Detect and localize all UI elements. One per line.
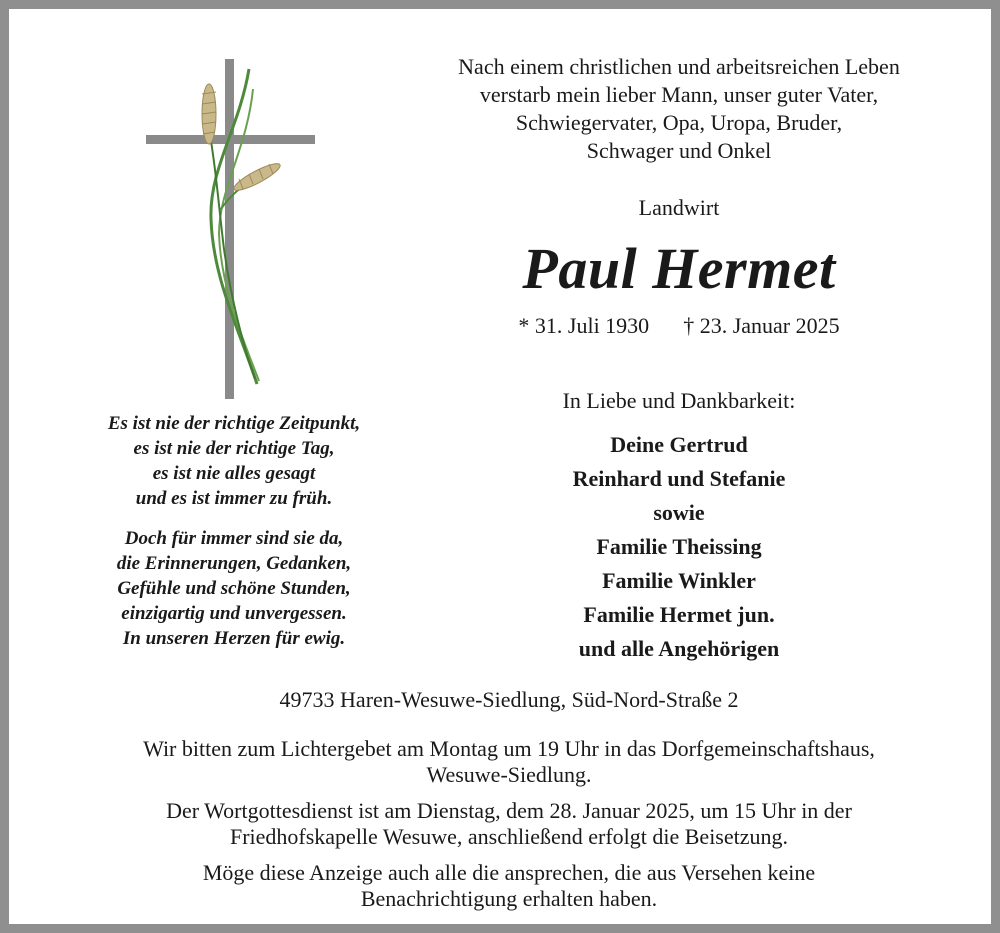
poem-line: es ist nie alles gesagt <box>152 463 316 484</box>
life-dates <box>409 313 949 339</box>
poem-line: es ist nie der richtige Tag, <box>133 438 335 459</box>
poem-stanza-2 <box>69 526 399 651</box>
poem-stanza-1 <box>69 411 399 511</box>
poem-line: Gefühle und schöne Stunden, <box>117 578 351 599</box>
mourner-line: und alle Angehörigen <box>578 636 780 661</box>
mourners-list <box>409 428 949 666</box>
address: 49733 Haren-Wesuwe-Siedlung, Süd-Nord-Straße 2 <box>279 687 739 712</box>
mourner-line: Deine Gertrud <box>610 432 748 457</box>
notice-line: Benachrichtigung erhalten haben. <box>360 886 658 911</box>
notice-line: Der Wortgottesdienst ist am Dienstag, dem 28. Januar 2025, um 15 Uhr in der <box>166 798 852 823</box>
poem-line: die Erinnerungen, Gedanken, <box>116 553 352 574</box>
prayer-notice <box>9 736 1000 788</box>
notice-line: Möge diese Anzeige auch alle die ansprechen, die aus Versehen keine <box>202 860 816 885</box>
poem-line: Doch für immer sind sie da, <box>124 528 344 549</box>
service-notice <box>9 798 1000 850</box>
thanks-heading: In Liebe und Dankbarkeit: <box>562 388 796 413</box>
birth-date: * 31. Juli 1930 <box>518 313 650 338</box>
notice-line: Wesuwe-Siedlung. <box>426 762 592 787</box>
intro-line: Schwager und Onkel <box>586 138 772 163</box>
cross-with-wheat-icon <box>139 59 329 409</box>
mourner-line: Familie Theissing <box>596 534 762 559</box>
poem-line: einzigartig und unvergessen. <box>121 603 347 624</box>
deceased-name: Paul Hermet <box>522 236 836 301</box>
apology-notice <box>9 860 1000 912</box>
intro-text <box>409 53 949 165</box>
notice-line: Wir bitten zum Lichtergebet am Montag um 19 Uhr in das Dorfgemeinschaftshaus, <box>143 736 875 761</box>
mourner-line: Familie Winkler <box>602 568 756 593</box>
intro-line: Nach einem christlichen und arbeitsreichen Leben <box>458 54 900 79</box>
profession: Landwirt <box>638 195 720 220</box>
intro-line: Schwiegervater, Opa, Uropa, Bruder, <box>515 110 843 135</box>
death-date: † 23. Januar 2025 <box>683 313 840 338</box>
mourner-line: Reinhard und Stefanie <box>572 466 786 491</box>
intro-line: verstarb mein lieber Mann, unser guter Vater, <box>479 82 879 107</box>
mourner-line: sowie <box>653 500 705 525</box>
poem-line: In unseren Herzen für ewig. <box>122 628 346 649</box>
poem-line: Es ist nie der richtige Zeitpunkt, <box>107 413 361 434</box>
mourner-line: Familie Hermet jun. <box>583 602 775 627</box>
notice-line: Friedhofskapelle Wesuwe, anschließend erfolgt die Beisetzung. <box>229 824 789 849</box>
poem-line: und es ist immer zu früh. <box>135 488 333 509</box>
